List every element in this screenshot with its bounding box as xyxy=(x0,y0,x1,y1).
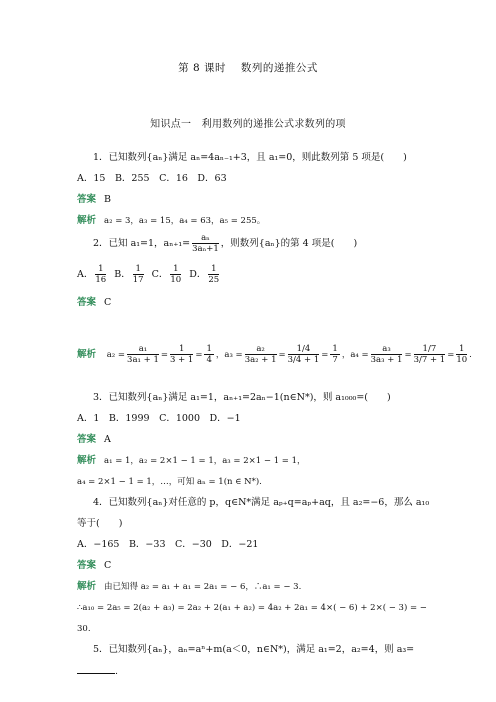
q4-explain-2: ∴a₁₀ = 2a₅ = 2(a₂ + a₃) = 2a₂ + 2(a₁ + a₂) = 4a₂ + 2a₁ = 4×( − 6) + 2×( − 3) = − xyxy=(77,603,427,613)
equals-sign: = xyxy=(447,350,455,360)
exp-fraction-7 xyxy=(371,344,403,365)
fraction-denominator: 3a₂ + 1 xyxy=(244,355,277,365)
fraction-denominator: 3/7 + 1 xyxy=(413,355,446,365)
q2-answer-line xyxy=(77,296,111,310)
q2-options xyxy=(77,264,221,285)
q5-stem-1: 5．已知数列{aₙ}，aₙ=aⁿ+m(a＜0，n∈N*)，满足 a₁=2，a₂=4，则 a₃= xyxy=(93,644,415,655)
fraction-numerator: 1/4 xyxy=(288,344,320,355)
explain-label: 解析 xyxy=(77,581,97,592)
explain-label: 解析 xyxy=(77,215,97,226)
page-title: 第 8 课时 数列的递推公式 xyxy=(178,62,318,74)
exp-fraction-6 xyxy=(330,344,339,365)
option-c-fraction xyxy=(170,264,181,285)
fraction-denominator: 17 xyxy=(132,275,144,285)
fraction-numerator: 1 xyxy=(206,344,212,354)
exp-a4: ，a₄ = xyxy=(341,350,369,360)
q2-answer: C xyxy=(104,297,112,308)
option-d-label: D． xyxy=(189,269,207,280)
exp-fraction-9 xyxy=(456,344,467,365)
fraction-numerator: 1/7 xyxy=(414,344,446,355)
q5-stem-2 xyxy=(77,664,118,679)
q4-stem-2: 等于( ) xyxy=(77,518,123,529)
explain-label: 解析 xyxy=(77,455,97,466)
fraction-denominator: 7 xyxy=(332,355,338,365)
fraction-numerator: a₃ xyxy=(371,344,403,355)
fraction-denominator: 3aₙ+1 xyxy=(192,244,219,254)
fraction-numerator: 1 xyxy=(456,344,467,355)
q3-explain-line-1 xyxy=(77,454,306,468)
option-b-fraction xyxy=(133,264,144,285)
q1-answer-line xyxy=(77,193,111,207)
answer-label: 答案 xyxy=(77,434,97,445)
fraction-denominator: 25 xyxy=(208,275,220,285)
exp-fraction-3 xyxy=(204,344,213,365)
q3-options: A．1 B．1999 C．1000 D．−1 xyxy=(77,413,241,424)
exp-fraction-8 xyxy=(414,344,446,365)
fraction-denominator: 3 + 1 xyxy=(169,355,194,365)
exp-a3: ，a₃ = xyxy=(215,350,243,360)
exp-fraction-1 xyxy=(127,344,159,365)
section-heading: 知识点一 利用数列的递推公式求数列的项 xyxy=(150,119,346,130)
exp-fraction-4 xyxy=(245,344,277,365)
option-d-fraction xyxy=(208,264,219,285)
fraction-denominator: 10 xyxy=(456,355,468,365)
q4-explain-line-1 xyxy=(77,580,301,594)
q2-explain-line xyxy=(77,344,472,365)
q4-options: A．−165 B．−33 C．−30 D．−21 xyxy=(77,539,259,550)
fraction-numerator: 1 xyxy=(332,344,338,354)
answer-label: 答案 xyxy=(77,560,97,571)
fraction-numerator: 1 xyxy=(208,264,219,275)
q2-stem xyxy=(93,233,357,254)
fraction-denominator: 3a₁ + 1 xyxy=(127,355,159,365)
fraction-numerator: 1 xyxy=(95,264,106,275)
period: . xyxy=(115,666,119,677)
q1-options: A．15 B．255 C．16 D．63 xyxy=(77,173,227,184)
fraction-denominator: 4 xyxy=(206,355,212,365)
q2-stem-b: ，则数列{aₙ}的第 4 项是( ) xyxy=(220,238,358,249)
option-c-label: C． xyxy=(151,269,169,280)
fraction-numerator: aₙ xyxy=(192,233,219,244)
q4-stem-1: 4．已知数列{aₙ}对任意的 p，q∈N*满足 aₚ₊q=aₚ+aq，且 a₂=−6，那么 a₁₀ xyxy=(93,497,430,508)
fraction-numerator: a₁ xyxy=(127,344,159,355)
fraction-denominator: 10 xyxy=(170,275,182,285)
equals-sign: = xyxy=(195,350,203,360)
q3-explain-1: a₁ = 1，a₂ = 2×1 − 1 = 1，a₃ = 2×1 − 1 = 1， xyxy=(104,456,306,466)
q2-recurrence-fraction xyxy=(192,233,219,254)
q3-explain-2: a₄ = 2×1 − 1 = 1，…，可知 aₙ = 1(n ∈ N*). xyxy=(77,477,262,487)
exp-fraction-2 xyxy=(170,344,193,365)
answer-blank[interactable] xyxy=(77,664,115,674)
q3-answer-line xyxy=(77,433,111,447)
q4-answer-line xyxy=(77,559,111,573)
q4-explain-3: 30. xyxy=(77,624,91,634)
exp-fraction-5 xyxy=(288,344,320,365)
fraction-numerator: 1 xyxy=(133,264,144,275)
exp-a2: a₂ = xyxy=(106,350,126,360)
q2-stem-a: 2．已知 a₁=1，aₙ₊₁= xyxy=(93,238,191,249)
option-b-label: B． xyxy=(114,269,131,280)
q1-answer: B xyxy=(104,194,111,205)
q4-explain-1: 由已知得 a₂ = a₁ + a₁ = 2a₁ = − 6，∴a₁ = − 3. xyxy=(104,582,302,592)
explain-label: 解析 xyxy=(77,349,97,360)
q4-answer: C xyxy=(104,560,112,571)
equals-sign: = xyxy=(321,350,329,360)
fraction-numerator: 1 xyxy=(170,344,193,355)
equals-sign: = xyxy=(278,350,286,360)
fraction-numerator: 1 xyxy=(170,264,181,275)
fraction-denominator: 3/4 + 1 xyxy=(287,355,320,365)
answer-label: 答案 xyxy=(77,297,97,308)
q1-explain-line xyxy=(77,214,265,228)
fraction-numerator: a₂ xyxy=(245,344,277,355)
q3-answer: A xyxy=(104,434,111,445)
q1-explain: a₂ = 3，a₃ = 15，a₄ = 63，a₅ = 255。 xyxy=(104,216,266,226)
period: . xyxy=(469,350,472,360)
q3-stem: 3．已知数列{aₙ}满足 a₁=1，aₙ₊₁=2aₙ−1(n∈N*)，则 a₁₀₀₀=( ) xyxy=(93,392,391,403)
q1-stem: 1．已知数列{aₙ}满足 aₙ=4aₙ₋₁+3，且 a₁=0，则此数列第 5 项是( ) xyxy=(93,152,407,163)
fraction-denominator: 3a₃ + 1 xyxy=(370,355,403,365)
answer-label: 答案 xyxy=(77,194,97,205)
fraction-denominator: 16 xyxy=(95,275,107,285)
option-a-label: A． xyxy=(77,269,94,280)
equals-sign: = xyxy=(404,350,412,360)
equals-sign: = xyxy=(160,350,168,360)
option-a-fraction xyxy=(95,264,106,285)
